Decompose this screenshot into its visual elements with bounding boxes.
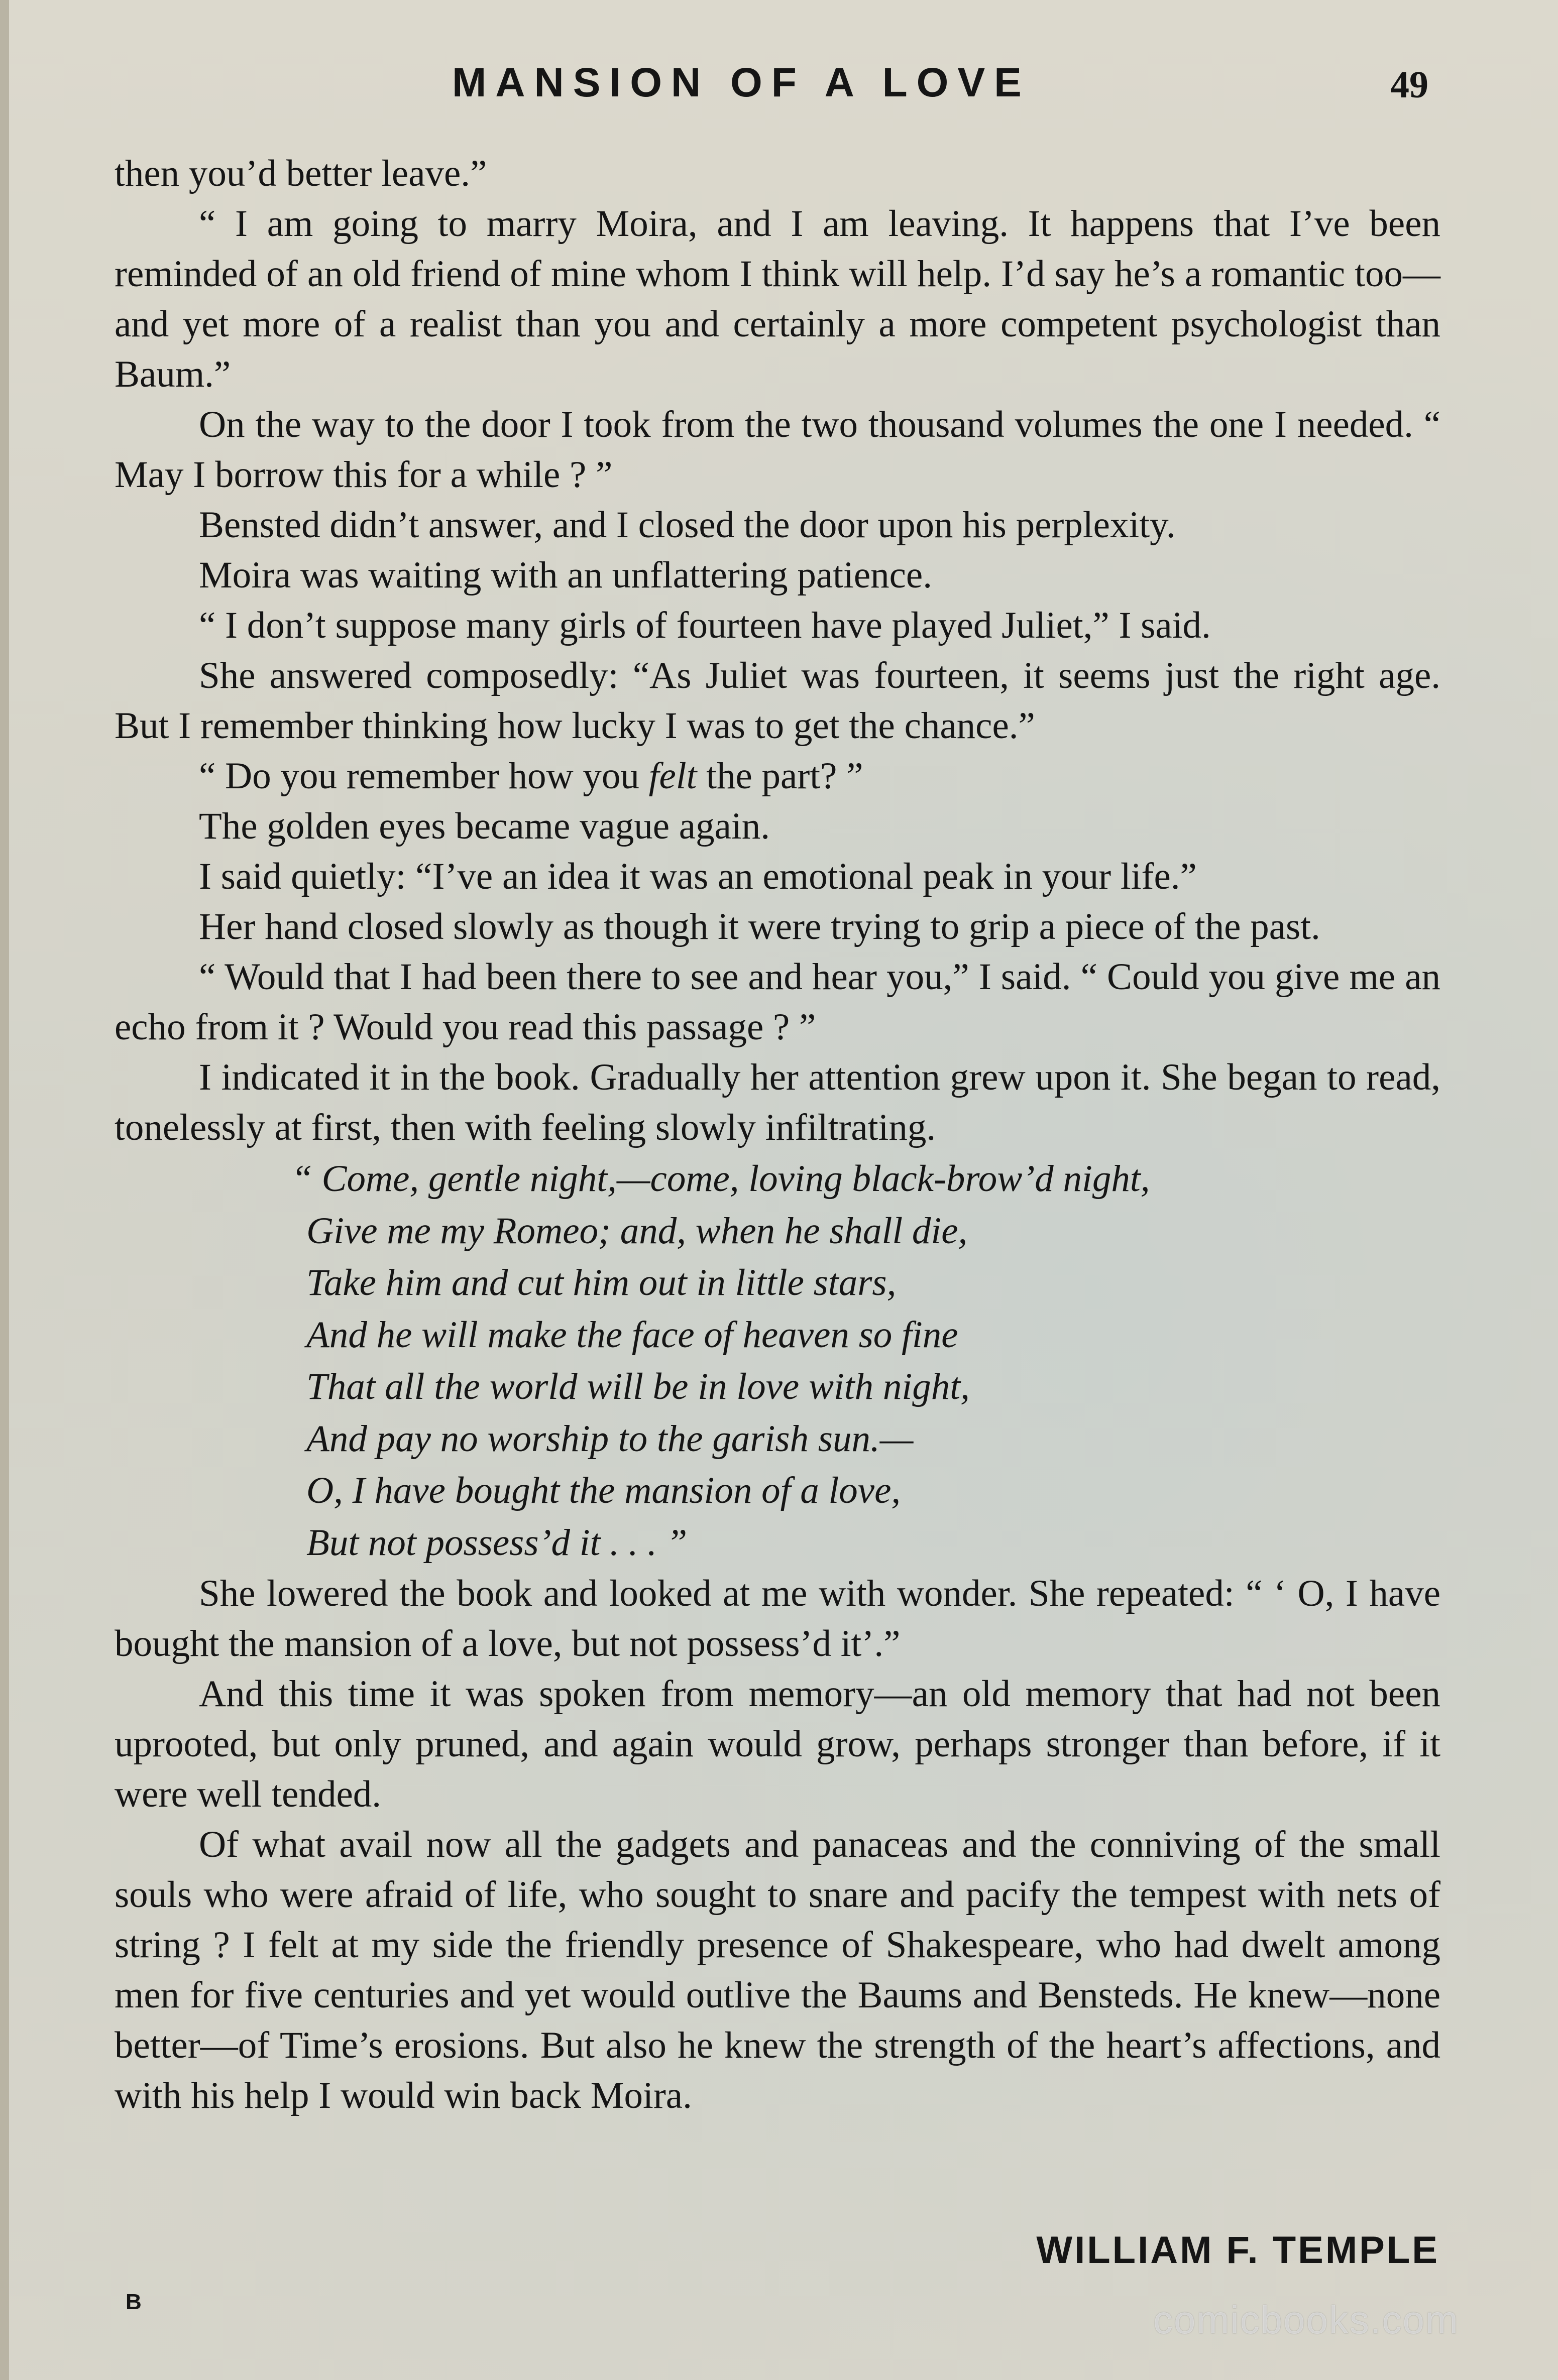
paragraph: “ Would that I had been there to see and hear you,” I said. “ Could you give me an echo from it ? Would you read this passage ? ” <box>115 956 1440 1048</box>
paragraph-text: the part? ” <box>697 755 863 797</box>
page-edge <box>0 0 9 2380</box>
poem-line: But not possess’d it . . . ” <box>306 1521 688 1564</box>
poem-quote <box>291 1153 1440 1569</box>
paragraph: I said quietly: “I’ve an idea it was an emotional peak in your life.” <box>199 856 1197 897</box>
paragraph: On the way to the door I took from the two thousand volumes the one I needed. “ May I borrow this for a while ? ” <box>115 404 1440 496</box>
paragraph: Of what avail now all the gadgets and panaceas and the conniving of the small souls who were afraid of life, who sought to snare and pacify the tempest with nets of string ? I felt at my side the friendly presence of Shakespeare, who had dwelt among men for five centuries and yet would outlive the Baums and Bensteds. He knew—none better—of Time’s erosions. But also he knew the strength of the heart’s affections, and with his help I would win back Moira. <box>115 1824 1440 2116</box>
paragraph: Bensted didn’t answer, and I closed the door upon his perplexity. <box>199 504 1176 546</box>
poem-line: That all the world will be in love with night, <box>306 1366 970 1407</box>
poem-line: Take him and cut him out in little stars, <box>306 1262 897 1303</box>
site-watermark: comicbooks.com <box>1153 2298 1459 2342</box>
paragraph: The golden eyes became vague again. <box>199 805 770 847</box>
signature-mark: B <box>126 2290 142 2314</box>
paragraph: “ I am going to marry Moira, and I am leaving. It happens that I’ve been reminded of an old friend of mine whom I think will help. I’d say he’s a romantic too—and yet more of a realist than you and certainly a more competent psychologist than Baum.” <box>115 203 1440 395</box>
poem-line: “ Come, gentle night,—come, loving black-brow’d night, <box>291 1158 1150 1200</box>
poem-line: And he will make the face of heaven so fine <box>306 1314 958 1356</box>
running-title: MANSION OF A LOVE <box>452 60 1031 105</box>
poem-line: And pay no worship to the garish sun.— <box>306 1417 914 1460</box>
paragraph <box>115 751 1440 801</box>
author-byline: WILLIAM F. TEMPLE <box>1036 2229 1439 2272</box>
paragraph: She lowered the book and looked at me with wonder. She repeated: “ ‘ O, I have bought the mansion of a love, but not possess’d it’.” <box>115 1573 1440 1664</box>
paragraph: And this time it was spoken from memory—an old memory that had not been uprooted, but only pruned, and again would grow, perhaps stronger than before, if it were well tended. <box>115 1673 1440 1815</box>
paragraph-text: “ Do you remember how you <box>199 755 649 797</box>
paragraph: then you’d better leave.” <box>115 153 487 194</box>
paragraph: She answered composedly: “As Juliet was fourteen, it seems just the right age. But I remember thinking how lucky I was to get the chance.” <box>115 655 1440 747</box>
story-text <box>115 149 1440 2121</box>
emphasis-text: felt <box>648 755 697 797</box>
poem-line: Give me my Romeo; and, when he shall die, <box>306 1210 968 1252</box>
paragraph: Her hand closed slowly as though it were trying to grip a piece of the past. <box>199 906 1320 947</box>
running-header <box>0 59 1558 114</box>
paragraph: “ I don’t suppose many girls of fourteen have played Juliet,” I said. <box>199 605 1211 646</box>
page-number: 49 <box>1390 64 1428 106</box>
poem-line: O, I have bought the mansion of a love, <box>306 1470 901 1511</box>
paragraph: I indicated it in the book. Gradually her attention grew upon it. She began to read, tonelessly at first, then with feeling slowly infiltrating. <box>115 1056 1440 1148</box>
paragraph: Moira was waiting with an unflattering patience. <box>199 554 932 596</box>
